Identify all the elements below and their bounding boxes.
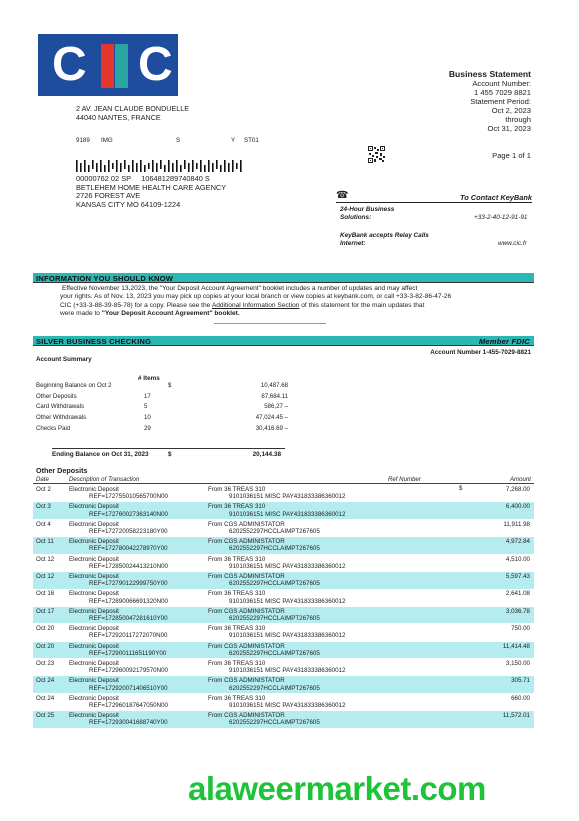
col-header-ref: Ref Number [388,476,421,483]
checking-title: SILVER BUSINESS CHECKING [36,337,152,346]
summary-amount: 586,27 – [264,403,288,411]
deposit-date: Oct 24 [36,677,55,685]
summary-label: Checks Paid [36,424,71,432]
deposit-description: Electronic Deposit [69,538,119,546]
deposit-ref: REF=172920117272070N00 [89,632,168,640]
deposit-description: Electronic Deposit [69,486,119,493]
internet-link[interactable]: www.cic.fr [498,240,527,247]
business-label [340,206,394,214]
deposit-from-detail: 9101036151 MISC PAY431833386360012 [229,667,346,675]
info-section-title: INFORMATION YOU SHOULD KNOW [36,274,174,283]
table-row [33,555,534,572]
deposit-amount: 750.00 [511,625,530,633]
summary-label: Other Withdrawals [36,414,87,422]
postal-barcode [76,160,244,172]
contact-heading: To Contact KeyBank [459,193,532,202]
deposit-description: Electronic Deposit [69,677,119,685]
deposit-from-detail: 6202552297HCCLAIMPT267605 [229,580,320,588]
period-end: Oct 31, 2023 [487,124,531,133]
routing-code: Y [231,137,236,144]
logo-bar-red [101,44,114,88]
watermark: alaweermarket.com [188,770,486,807]
col-header-description: Description of Transaction [69,476,140,483]
table-row [33,485,534,502]
deposit-description: Electronic Deposit [69,607,119,615]
table-row [33,607,534,624]
customer-address [76,175,226,210]
deposit-amount: 11,911.98 [503,520,530,528]
additional-info-link[interactable]: Additional Information Section [211,301,300,309]
deposit-date: Oct 24 [36,694,55,702]
col-header-amount: Amount [509,476,531,483]
deposit-date: Oct 25 [36,712,55,720]
statement-period-label: Statement Period: [470,97,531,106]
summary-amount: 47,024.45 – [255,414,288,422]
summary-label: Other Deposits [36,392,77,400]
account-number: 1 455 7029 8821 [473,88,531,97]
info-line [60,310,532,318]
deposit-date: Oct 11 [36,538,54,546]
table-row [33,624,534,641]
deposit-description: Electronic Deposit [69,712,119,720]
deposit-from-detail: 6202552297HCCLAIMPT267605 [229,615,320,623]
summary-items: 10 [144,414,151,422]
summary-amount: 87,684.11 [261,392,288,400]
summary-dollar: $ [168,382,172,389]
deposit-ref: REF=172780042278970Y00 [89,545,168,553]
deposit-amount: 305.71 [511,677,530,685]
deposit-from: From CGS ADMINISTATOR [208,573,285,580]
deposit-date: Oct 16 [36,590,55,598]
deposit-description: Electronic Deposit [69,660,119,667]
summary-items: 29 [144,424,151,432]
bank-address [76,105,189,122]
deposit-date: Oct 20 [36,625,55,633]
deposit-from: From 36 TREAS 310 [208,660,266,667]
cic-logo [38,34,178,96]
deposit-ref: REF=172790122999750Y00 [89,580,168,588]
deposit-ref: REF=172920071406510Y00 [89,684,168,692]
deposit-from-detail: 9101036151 MISC PAY431833386360012 [229,597,346,605]
relay-label [340,232,429,240]
ending-balance-amount: 20,144.38 [252,451,281,458]
deposit-from: From CGS ADMINISTATOR [208,607,285,615]
checking-account-number: Account Number 1-455-7029-8821 [430,349,531,356]
bank-address-line: 44040 NANTES, FRANCE [76,112,161,122]
deposit-amount: 7,268.00 [505,486,530,493]
deposit-date: Oct 4 [36,520,51,528]
deposit-description: Electronic Deposit [69,573,119,580]
info-line3-post: of this statement for the main updates that [299,301,425,309]
deposit-amount: 4,510.00 [505,555,530,563]
info-line [60,302,532,310]
account-number-label: Account Number: [472,79,531,88]
business-label-text: 24-Hour Business [340,206,395,213]
info-line4-pre: were made to [60,309,102,317]
internet-label-text: Internet: [340,240,366,247]
customer-city: KANSAS CITY MO 64109-1224 [76,200,181,210]
customer-street: 2726 FOREST AVE [76,191,141,201]
info-section-band [33,273,534,283]
header-divider [33,483,534,484]
deposit-ref: REF=172960092179570N00 [89,667,168,675]
deposit-from-detail: 9101036151 MISC PAY431833386360012 [229,702,346,710]
deposit-from: From CGS ADMINISTATOR [208,712,285,720]
period-start: Oct 2, 2023 [491,106,531,115]
routing-code: IMG [101,137,113,144]
deposit-ref: REF=172850047281610Y00 [89,615,168,623]
deposit-amount: 660.00 [511,694,530,702]
deposit-amount: 11,572.01 [502,712,530,720]
table-row [33,642,534,659]
logo-letter-c2: C [138,38,173,91]
deposit-from: From CGS ADMINISTATOR [208,677,285,685]
summary-items: 17 [144,392,151,400]
contact-header [336,190,532,203]
deposit-from-detail: 9101036151 MISC PAY431833386360012 [229,510,346,518]
page-number: Page 1 of 1 [492,151,531,160]
deposit-from-detail: 6202552297HCCLAIMPT267605 [229,649,320,657]
info-line: your rights. As of Nov. 13, 2023 you may pick up copies at your local branch or view copies at keybank.com, or call +33-3-82-86-47-26 [60,293,452,301]
routing-code: ST01 [244,137,259,144]
member-fdic: Member FDIC [478,337,530,346]
solutions-phone[interactable]: +33-2-40-12-91-91 [474,214,528,221]
info-line4-bold: "Your Deposit Account Agreement" booklet. [101,309,240,317]
deposit-amount: 2,641.08 [505,590,530,598]
first-row-dollar: $ [459,485,463,492]
summary-amount: 30,416.69 – [255,424,288,432]
deposit-from-detail: 9101036151 MISC PAY431833386360012 [229,493,346,501]
deposit-ref: REF=172850024413210N00 [89,562,168,570]
deposit-from-detail: 6202552297HCCLAIMPT267605 [229,545,320,553]
routing-code: S [176,137,181,144]
deposit-from: From 36 TREAS 310 [208,486,266,493]
deposit-from-detail: 9101036151 MISC PAY431833386360012 [229,562,346,570]
ending-balance-dollar: $ [168,451,172,458]
other-deposits-title: Other Deposits [36,466,88,475]
logo-letter-c1: C [52,38,87,91]
table-row [33,659,534,676]
deposit-from: From CGS ADMINISTATOR [208,538,285,546]
deposit-amount: 3,036.78 [505,607,530,615]
solutions-label [340,214,371,222]
customer-code-line: 00000762 02 SP 106481289740840 S [76,174,210,183]
deposit-amount: 4,972.84 [505,538,530,546]
table-row [33,694,534,711]
table-row [33,537,534,554]
customer-name: BETLEHEM HOME HEALTH CARE AGENCY [76,182,227,192]
ending-balance-label: Ending Balance on Oct 31, 2023 [52,451,149,458]
checking-band [33,336,534,346]
deposit-from: From CGS ADMINISTATOR [208,520,285,528]
deposit-description: Electronic Deposit [69,625,119,633]
table-row [33,676,534,693]
table-row [33,520,534,537]
deposit-date: Oct 3 [36,503,51,511]
deposit-date: Oct 23 [36,660,55,667]
deposit-ref: REF=172900111651190Y00 [89,649,167,657]
logo-bar-teal [115,44,128,88]
deposit-date: Oct 2 [36,486,51,493]
statement-title: Business Statement [448,69,531,79]
solutions-label-text: Solutions: [340,214,372,221]
deposit-from: From CGS ADMINISTATOR [208,642,285,650]
deposit-from: From 36 TREAS 310 [208,555,266,563]
period-through: through [505,115,531,124]
table-row [33,711,534,728]
phone-icon: ☎ [336,190,349,201]
col-header-date: Date [36,476,49,483]
summary-label: Card Withdrawals [36,403,85,411]
relay-label-text: KeyBank accepts Relay Calls [340,232,429,239]
deposit-from-detail: 6202552297HCCLAIMPT267605 [229,528,320,536]
deposit-description: Electronic Deposit [69,694,119,702]
divider [214,323,326,324]
deposit-ref: REF=172960187647050N00 [89,702,168,710]
deposit-from: From 36 TREAS 310 [208,625,266,633]
table-row [33,502,534,519]
deposit-ref: REF=172720058223180Y00 [89,528,168,536]
deposit-date: Oct 12 [36,573,55,580]
summary-items: 5 [144,403,148,411]
bank-address-line: 2 AV. JEAN CLAUDE BONDUELLE [76,104,190,113]
qr-code-icon [368,146,385,163]
deposit-description: Electronic Deposit [69,555,119,563]
deposit-from-detail: 6202552297HCCLAIMPT267605 [229,719,320,727]
deposit-amount: 6,400.00 [505,503,530,511]
summary-label: Beginning Balance on Oct 2 [36,382,112,389]
deposit-from: From 36 TREAS 310 [208,503,266,511]
info-line3-pre: CIC (+33-3-88-39-85-78) for a copy. Please see the [60,301,212,309]
deposit-description: Electronic Deposit [69,642,119,650]
deposit-ref: REF=172890066691320N00 [89,597,168,605]
deposit-amount: 11,414.48 [502,642,530,650]
deposit-date: Oct 17 [36,607,55,615]
deposit-description: Electronic Deposit [69,503,119,511]
deposit-from: From 36 TREAS 310 [208,590,266,598]
deposit-date: Oct 12 [36,555,55,563]
deposit-description: Electronic Deposit [69,590,119,598]
account-summary-title: Account Summary [36,356,92,363]
deposit-ref: REF=172760027363140N00 [89,510,168,518]
routing-code: 9189 [76,137,90,144]
deposit-ref: REF=172755010565700N00 [89,493,168,501]
deposit-from: From 36 TREAS 310 [208,694,266,702]
info-line: Effective November 13,2023, the "Your Deposit Account Agreement" booklet includes a number of updates and may affect [62,285,418,292]
items-header: # Items [138,375,160,382]
deposit-ref: REF=172930041688740Y00 [89,719,168,727]
statement-info [449,70,531,133]
summary-divider [52,448,285,449]
info-section-text [62,285,532,318]
deposit-date: Oct 20 [36,642,55,650]
deposit-from-detail: 9101036151 MISC PAY431833386360012 [229,632,346,640]
deposit-amount: 5,597.43 [505,573,530,580]
table-row [33,572,534,589]
deposit-description: Electronic Deposit [69,520,119,528]
internet-label [340,240,366,248]
table-row [33,589,534,606]
deposit-from-detail: 6202552297HCCLAIMPT267605 [229,684,320,692]
summary-amount: 10,487.68 [260,382,288,389]
deposit-amount: 3,150.00 [505,660,530,667]
